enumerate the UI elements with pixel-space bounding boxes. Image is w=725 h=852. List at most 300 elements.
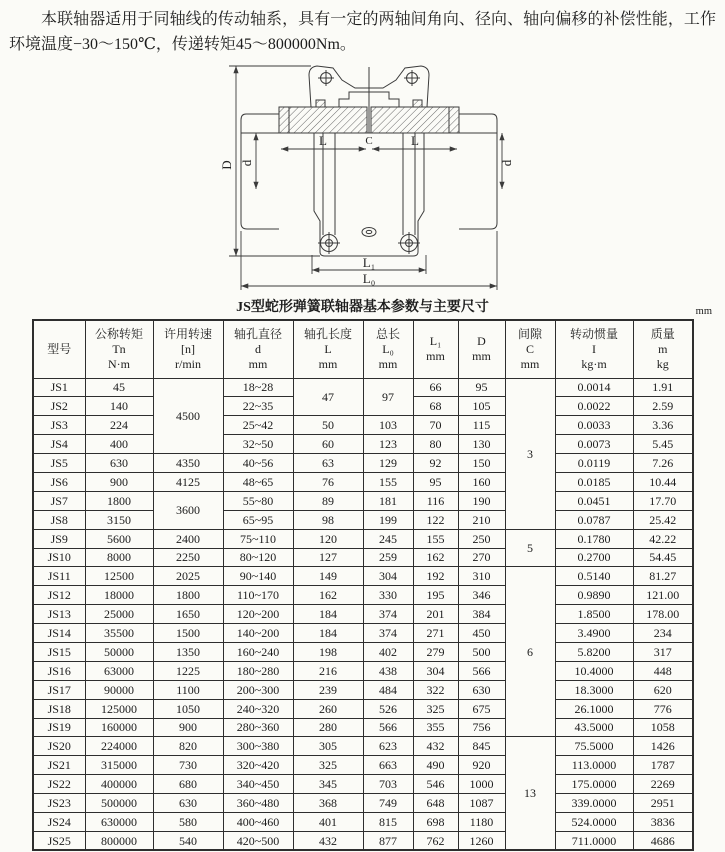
cell-total: 123: [363, 435, 413, 454]
cell-bore: 420~500: [223, 831, 293, 850]
cell-speed: 580: [153, 812, 223, 831]
table-row: [33, 737, 693, 756]
spec-table: [32, 319, 694, 851]
table-row: [33, 435, 693, 454]
col-header-mass: 质量 m kg: [633, 320, 693, 378]
cell-bigD: 920: [458, 756, 505, 775]
cell-bigD: 105: [458, 397, 505, 416]
cell-gap: 13: [505, 737, 555, 850]
col-header-bigD: D mm: [458, 320, 505, 378]
cell-bigD: 1000: [458, 775, 505, 794]
cell-torque: 3150: [85, 510, 153, 529]
cell-bigD: 115: [458, 416, 505, 435]
cell-model: JS10: [33, 548, 85, 567]
cell-mass: 1.91: [633, 378, 693, 397]
cell-borelen: 280: [293, 718, 363, 737]
cell-speed: 1500: [153, 624, 223, 643]
dim-label-d-left: d: [239, 159, 254, 167]
cell-model: JS24: [33, 812, 85, 831]
cell-mass: 3836: [633, 812, 693, 831]
cell-mass: 54.45: [633, 548, 693, 567]
cell-torque: 500000: [85, 794, 153, 813]
dim-label-d-right: d: [499, 159, 514, 167]
cell-l1: 201: [413, 605, 458, 624]
dim-label-L0: L₀: [362, 271, 376, 286]
cell-speed: 2025: [153, 567, 223, 586]
cell-speed: 2250: [153, 548, 223, 567]
table-title: JS型蛇形弹簧联轴器基本参数与主要尺寸: [236, 300, 489, 315]
cell-model: JS25: [33, 831, 85, 850]
cell-speed: 1100: [153, 680, 223, 699]
cell-torque: 800000: [85, 831, 153, 850]
cell-l1: 116: [413, 491, 458, 510]
cell-torque: 630000: [85, 812, 153, 831]
cell-l1: 279: [413, 642, 458, 661]
cell-torque: 63000: [85, 661, 153, 680]
cell-model: JS4: [33, 435, 85, 454]
cell-bigD: 450: [458, 624, 505, 643]
cell-total: 484: [363, 680, 413, 699]
col-header-torque: 公称转矩 Tn N·m: [85, 320, 153, 378]
cell-mass: 1426: [633, 737, 693, 756]
cell-model: JS14: [33, 624, 85, 643]
cell-l1: 95: [413, 472, 458, 491]
cell-l1: 70: [413, 416, 458, 435]
flange-left: [279, 107, 367, 133]
table-row: [33, 756, 693, 775]
cell-borelen: 47: [293, 378, 363, 416]
cell-torque: 12500: [85, 567, 153, 586]
cell-borelen: 89: [293, 491, 363, 510]
cell-torque: 25000: [85, 605, 153, 624]
sleeve: [314, 133, 424, 256]
cell-total: 749: [363, 794, 413, 813]
cell-total: 703: [363, 775, 413, 794]
cell-bigD: 384: [458, 605, 505, 624]
cell-bore: 48~65: [223, 472, 293, 491]
cell-model: JS7: [33, 491, 85, 510]
intro-paragraph: 本联轴器适用于同轴线的传动轴系，具有一定的两轴间角向、径向、轴向偏移的补偿性能，工作环境温度−30～150℃，传递转矩45～800000Nm。: [9, 11, 716, 53]
flange-right: [371, 107, 459, 133]
cell-l1: 68: [413, 397, 458, 416]
cell-borelen: 50: [293, 416, 363, 435]
table-row: [33, 680, 693, 699]
cell-borelen: 216: [293, 661, 363, 680]
cell-bore: 22~35: [223, 397, 293, 416]
table-row: [33, 831, 693, 850]
cell-model: JS11: [33, 567, 85, 586]
cell-inertia: 0.2700: [555, 548, 633, 567]
cell-l1: 192: [413, 567, 458, 586]
cell-bore: 90~140: [223, 567, 293, 586]
cell-bore: 200~300: [223, 680, 293, 699]
cell-bore: 280~360: [223, 718, 293, 737]
cell-total: 438: [363, 661, 413, 680]
cell-inertia: 0.0787: [555, 510, 633, 529]
table-row: [33, 718, 693, 737]
cell-model: JS6: [33, 472, 85, 491]
cell-mass: 178.00: [633, 605, 693, 624]
cell-total: 623: [363, 737, 413, 756]
cell-mass: 776: [633, 699, 693, 718]
cell-bore: 160~240: [223, 642, 293, 661]
table-row: [33, 812, 693, 831]
col-header-borelen: 轴孔长度 L mm: [293, 320, 363, 378]
cell-torque: 900: [85, 472, 153, 491]
cell-speed: 680: [153, 775, 223, 794]
cell-mass: 4686: [633, 831, 693, 850]
cell-total: 374: [363, 605, 413, 624]
cell-mass: 5.45: [633, 435, 693, 454]
cell-speed: 4500: [153, 378, 223, 454]
cell-inertia: 0.0119: [555, 454, 633, 473]
cell-model: JS1: [33, 378, 85, 397]
cell-model: JS15: [33, 642, 85, 661]
cell-bore: 300~380: [223, 737, 293, 756]
table-row: [33, 529, 693, 548]
cell-total: 877: [363, 831, 413, 850]
cell-inertia: 0.0185: [555, 472, 633, 491]
cell-l1: 271: [413, 624, 458, 643]
cell-model: JS17: [33, 680, 85, 699]
cell-torque: 35500: [85, 624, 153, 643]
col-header-bore: 轴孔直径 d mm: [223, 320, 293, 378]
cell-bigD: 190: [458, 491, 505, 510]
cell-speed: 730: [153, 756, 223, 775]
cell-l1: 162: [413, 548, 458, 567]
cell-l1: 432: [413, 737, 458, 756]
cell-total: 526: [363, 699, 413, 718]
title-row: [0, 296, 725, 317]
cell-total: 259: [363, 548, 413, 567]
dim-label-D: D: [219, 160, 234, 170]
cell-l1: 155: [413, 529, 458, 548]
cell-total: 245: [363, 529, 413, 548]
dim-label-L-right: L: [411, 133, 419, 148]
cell-model: JS3: [33, 416, 85, 435]
table-row: [33, 586, 693, 605]
dim-label-C: C: [365, 135, 373, 147]
hub-right: [459, 114, 497, 229]
cell-inertia: 0.9890: [555, 586, 633, 605]
cell-bigD: 1087: [458, 794, 505, 813]
cell-mass: 121.00: [633, 586, 693, 605]
cell-torque: 5600: [85, 529, 153, 548]
cell-torque: 125000: [85, 699, 153, 718]
table-row: [33, 699, 693, 718]
header-row: [33, 320, 693, 378]
cell-bore: 110~170: [223, 586, 293, 605]
cell-bigD: 1260: [458, 831, 505, 850]
spec-tbody: [33, 378, 693, 850]
cell-model: JS23: [33, 794, 85, 813]
cell-bigD: 160: [458, 472, 505, 491]
cell-bigD: 150: [458, 454, 505, 473]
cell-model: JS22: [33, 775, 85, 794]
cell-speed: 4125: [153, 472, 223, 491]
cell-l1: 325: [413, 699, 458, 718]
cell-mass: 42.22: [633, 529, 693, 548]
cell-torque: 8000: [85, 548, 153, 567]
cell-borelen: 325: [293, 756, 363, 775]
cell-borelen: 401: [293, 812, 363, 831]
cell-inertia: 0.1780: [555, 529, 633, 548]
cell-borelen: 120: [293, 529, 363, 548]
cell-borelen: 305: [293, 737, 363, 756]
unit-note: mm: [695, 306, 712, 317]
cell-inertia: 0.0014: [555, 378, 633, 397]
cell-torque: 630: [85, 454, 153, 473]
cell-bigD: 630: [458, 680, 505, 699]
col-header-model: 型号: [33, 320, 85, 378]
cell-mass: 81.27: [633, 567, 693, 586]
cell-total: 199: [363, 510, 413, 529]
table-row: [33, 775, 693, 794]
cell-bigD: 250: [458, 529, 505, 548]
center-plug: [362, 228, 376, 237]
cell-l1: 698: [413, 812, 458, 831]
table-row: [33, 661, 693, 680]
cell-total: 402: [363, 642, 413, 661]
cell-bigD: 1180: [458, 812, 505, 831]
cell-bigD: 130: [458, 435, 505, 454]
cell-bore: 40~56: [223, 454, 293, 473]
table-row: [33, 794, 693, 813]
cell-bigD: 270: [458, 548, 505, 567]
cell-total: 566: [363, 718, 413, 737]
cell-speed: 1800: [153, 586, 223, 605]
table-row: [33, 378, 693, 397]
cell-total: 663: [363, 756, 413, 775]
cell-torque: 400000: [85, 775, 153, 794]
cell-mass: 2951: [633, 794, 693, 813]
cell-bigD: 346: [458, 586, 505, 605]
cell-borelen: 149: [293, 567, 363, 586]
cell-bigD: 500: [458, 642, 505, 661]
cell-model: JS16: [33, 661, 85, 680]
cell-inertia: 339.0000: [555, 794, 633, 813]
cell-bore: 18~28: [223, 378, 293, 397]
cell-model: JS2: [33, 397, 85, 416]
cell-borelen: 432: [293, 831, 363, 850]
col-header-speed: 许用转速 [n] r/min: [153, 320, 223, 378]
cell-l1: 762: [413, 831, 458, 850]
cell-bigD: 310: [458, 567, 505, 586]
cell-inertia: 10.4000: [555, 661, 633, 680]
col-header-inertia: 转动惯量 I kg·m: [555, 320, 633, 378]
cell-bore: 120~200: [223, 605, 293, 624]
cell-l1: 122: [413, 510, 458, 529]
cell-inertia: 5.8200: [555, 642, 633, 661]
cell-borelen: 368: [293, 794, 363, 813]
cell-torque: 224: [85, 416, 153, 435]
cell-inertia: 1.8500: [555, 605, 633, 624]
cell-inertia: 0.0033: [555, 416, 633, 435]
cell-torque: 315000: [85, 756, 153, 775]
cell-bigD: 210: [458, 510, 505, 529]
cell-speed: 820: [153, 737, 223, 756]
cell-borelen: 184: [293, 624, 363, 643]
cell-bore: 25~42: [223, 416, 293, 435]
cell-model: JS8: [33, 510, 85, 529]
cell-model: JS12: [33, 586, 85, 605]
cell-inertia: 43.5000: [555, 718, 633, 737]
cell-borelen: 198: [293, 642, 363, 661]
cell-gap: 3: [505, 378, 555, 529]
cell-inertia: 3.4900: [555, 624, 633, 643]
cell-total: 304: [363, 567, 413, 586]
cell-borelen: 162: [293, 586, 363, 605]
table-row: [33, 472, 693, 491]
cell-bigD: 95: [458, 378, 505, 397]
cell-borelen: 260: [293, 699, 363, 718]
cell-total: 155: [363, 472, 413, 491]
cell-model: JS21: [33, 756, 85, 775]
cell-borelen: 98: [293, 510, 363, 529]
cell-inertia: 711.0000: [555, 831, 633, 850]
cell-l1: 490: [413, 756, 458, 775]
diagram-wrap: [219, 59, 519, 295]
cell-speed: 540: [153, 831, 223, 850]
cell-inertia: 524.0000: [555, 812, 633, 831]
cell-gap: 5: [505, 529, 555, 567]
cell-mass: 3.36: [633, 416, 693, 435]
cell-inertia: 18.3000: [555, 680, 633, 699]
cell-torque: 90000: [85, 680, 153, 699]
coupling-diagram: [219, 59, 519, 295]
dim-label-L-left: L: [319, 133, 327, 148]
table-row: [33, 624, 693, 643]
cell-bore: 240~320: [223, 699, 293, 718]
cell-borelen: 345: [293, 775, 363, 794]
table-row: [33, 567, 693, 586]
cell-speed: 1650: [153, 605, 223, 624]
cell-mass: 448: [633, 661, 693, 680]
cell-model: JS13: [33, 605, 85, 624]
cell-mass: 2269: [633, 775, 693, 794]
cell-mass: 17.70: [633, 491, 693, 510]
cell-total: 97: [363, 378, 413, 416]
cell-bore: 75~110: [223, 529, 293, 548]
cell-mass: 317: [633, 642, 693, 661]
cell-borelen: 239: [293, 680, 363, 699]
cell-inertia: 0.0022: [555, 397, 633, 416]
cell-torque: 400: [85, 435, 153, 454]
cell-l1: 355: [413, 718, 458, 737]
col-header-l1: L₁ mm: [413, 320, 458, 378]
cell-borelen: 60: [293, 435, 363, 454]
dim-label-L1: L₁: [362, 255, 376, 270]
cell-gap: 6: [505, 567, 555, 737]
cell-bigD: 566: [458, 661, 505, 680]
cell-model: JS19: [33, 718, 85, 737]
cell-inertia: 175.0000: [555, 775, 633, 794]
table-row: [33, 642, 693, 661]
cell-bore: 400~460: [223, 812, 293, 831]
cell-total: 103: [363, 416, 413, 435]
cell-l1: 648: [413, 794, 458, 813]
cell-torque: 1800: [85, 491, 153, 510]
cell-mass: 7.26: [633, 454, 693, 473]
cell-inertia: 0.5140: [555, 567, 633, 586]
table-row: [33, 548, 693, 567]
cell-l1: 66: [413, 378, 458, 397]
cell-total: 374: [363, 624, 413, 643]
cell-speed: 900: [153, 718, 223, 737]
cell-mass: 620: [633, 680, 693, 699]
col-header-total: 总长 L₀ mm: [363, 320, 413, 378]
cell-bigD: 756: [458, 718, 505, 737]
cell-torque: 160000: [85, 718, 153, 737]
cell-l1: 195: [413, 586, 458, 605]
cell-mass: 1787: [633, 756, 693, 775]
cell-model: JS9: [33, 529, 85, 548]
cell-bore: 180~280: [223, 661, 293, 680]
table-row: [33, 416, 693, 435]
cell-bore: 140~200: [223, 624, 293, 643]
cell-speed: 2400: [153, 529, 223, 548]
cell-l1: 80: [413, 435, 458, 454]
cell-bore: 32~50: [223, 435, 293, 454]
cell-borelen: 127: [293, 548, 363, 567]
cell-model: JS5: [33, 454, 85, 473]
cell-inertia: 113.0000: [555, 756, 633, 775]
table-row: [33, 454, 693, 473]
cell-inertia: 0.0451: [555, 491, 633, 510]
cell-torque: 18000: [85, 586, 153, 605]
cell-model: JS18: [33, 699, 85, 718]
cell-speed: 4350: [153, 454, 223, 473]
cell-bore: 80~120: [223, 548, 293, 567]
table-row: [33, 605, 693, 624]
cell-bore: 340~450: [223, 775, 293, 794]
cell-l1: 546: [413, 775, 458, 794]
hub-left: [241, 114, 279, 229]
cell-bore: 320~420: [223, 756, 293, 775]
cell-model: JS20: [33, 737, 85, 756]
cell-mass: 10.44: [633, 472, 693, 491]
table-row: [33, 491, 693, 510]
cell-bore: 65~95: [223, 510, 293, 529]
col-header-gap: 间隙 C mm: [505, 320, 555, 378]
cell-bore: 360~480: [223, 794, 293, 813]
cell-borelen: 63: [293, 454, 363, 473]
cell-l1: 322: [413, 680, 458, 699]
cell-speed: 1225: [153, 661, 223, 680]
cell-l1: 304: [413, 661, 458, 680]
cell-total: 815: [363, 812, 413, 831]
cell-torque: 45: [85, 378, 153, 397]
cell-torque: 50000: [85, 642, 153, 661]
cell-inertia: 26.1000: [555, 699, 633, 718]
cell-borelen: 184: [293, 605, 363, 624]
cell-l1: 92: [413, 454, 458, 473]
cell-borelen: 76: [293, 472, 363, 491]
table-row: [33, 510, 693, 529]
cell-total: 181: [363, 491, 413, 510]
cell-inertia: 75.5000: [555, 737, 633, 756]
cell-mass: 1058: [633, 718, 693, 737]
cell-bore: 55~80: [223, 491, 293, 510]
cell-mass: 2.59: [633, 397, 693, 416]
cell-speed: 1350: [153, 642, 223, 661]
coupling-outline: [241, 66, 497, 256]
cell-speed: 630: [153, 794, 223, 813]
cell-torque: 224000: [85, 737, 153, 756]
cell-bigD: 675: [458, 699, 505, 718]
cell-mass: 25.42: [633, 510, 693, 529]
cell-speed: 1050: [153, 699, 223, 718]
